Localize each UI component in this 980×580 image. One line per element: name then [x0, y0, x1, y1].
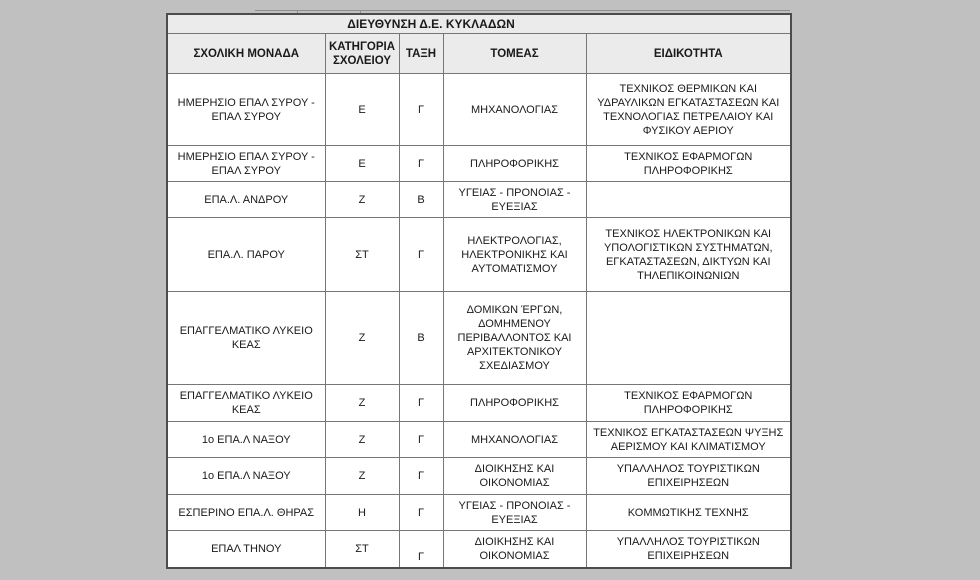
cell-specialty: ΤΕΧΝΙΚΟΣ ΕΦΑΡΜΟΓΩΝ ΠΛΗΡΟΦΟΡΙΚΗΣ	[586, 385, 791, 422]
table-row	[167, 218, 791, 292]
table-row	[167, 292, 791, 385]
cell-category: Ζ	[325, 458, 399, 495]
table-row	[167, 182, 791, 218]
column-header-specialty: ΕΙΔΙΚΟΤΗΤΑ	[586, 34, 791, 74]
cell-grade: Γ	[399, 495, 443, 531]
cell-grade: Γ	[399, 458, 443, 495]
cell-specialty: ΤΕΧΝΙΚΟΣ ΘΕΡΜΙΚΩΝ ΚΑΙ ΥΔΡΑΥΛΙΚΩΝ ΕΓΚΑΤΑΣΤΑΣΕΩΝ ΚΑΙ ΤΕΧΝΟΛΟΓΙΑΣ ΠΕΤΡΕΛΑΙΟΥ ΚΑΙ ΦΥΣΙΚΟΥ ΑΕΡΙΟΥ	[586, 74, 791, 146]
cell-sector: ΔΙΟΙΚΗΣΗΣ ΚΑΙ ΟΙΚΟΝΟΜΙΑΣ	[443, 458, 586, 495]
cell-grade: Γ	[399, 74, 443, 146]
cell-school-unit: ΗΜΕΡΗΣΙΟ ΕΠΑΛ ΣΥΡΟΥ - ΕΠΑΛ ΣΥΡΟΥ	[167, 146, 325, 182]
cell-school-unit: ΕΠΑΛ ΤΗΝΟΥ	[167, 531, 325, 568]
table-row	[167, 146, 791, 182]
table-title: ΔΙΕΥΘΥΝΣΗ Δ.Ε. ΚΥΚΛΑΔΩΝ	[167, 14, 791, 34]
column-header-sector: ΤΟΜΕΑΣ	[443, 34, 586, 74]
cell-sector: ΔΟΜΙΚΩΝ ΈΡΓΩΝ, ΔΟΜΗΜΕΝΟΥ ΠΕΡΙΒΑΛΛΟΝΤΟΣ ΚΑΙ ΑΡΧΙΤΕΚΤΟΝΙΚΟΥ ΣΧΕΔΙΑΣΜΟΥ	[443, 292, 586, 385]
cell-specialty: ΥΠΑΛΛΗΛΟΣ ΤΟΥΡΙΣΤΙΚΩΝ ΕΠΙΧΕΙΡΗΣΕΩΝ	[586, 531, 791, 568]
cell-grade: Γ	[399, 385, 443, 422]
cell-school-unit: ΕΠΑ.Λ. ΠΑΡΟΥ	[167, 218, 325, 292]
cell-specialty: ΥΠΑΛΛΗΛΟΣ ΤΟΥΡΙΣΤΙΚΩΝ ΕΠΙΧΕΙΡΗΣΕΩΝ	[586, 458, 791, 495]
table-row	[167, 74, 791, 146]
cell-specialty: ΤΕΧΝΙΚΟΣ ΕΓΚΑΤΑΣΤΑΣΕΩΝ ΨΥΞΗΣ ΑΕΡΙΣΜΟΥ ΚΑΙ ΚΛΙΜΑΤΙΣΜΟΥ	[586, 422, 791, 458]
cell-specialty: ΤΕΧΝΙΚΟΣ ΕΦΑΡΜΟΓΩΝ ΠΛΗΡΟΦΟΡΙΚΗΣ	[586, 146, 791, 182]
cell-specialty	[586, 292, 791, 385]
column-header-grade: ΤΑΞΗ	[399, 34, 443, 74]
cell-school-unit: 1ο ΕΠΑ.Λ ΝΑΞΟΥ	[167, 458, 325, 495]
cell-specialty	[586, 182, 791, 218]
cell-category: Ε	[325, 74, 399, 146]
table-row	[167, 495, 791, 531]
cell-category: Ζ	[325, 422, 399, 458]
cell-category: Ζ	[325, 292, 399, 385]
table-row	[167, 422, 791, 458]
cell-school-unit: ΕΠΑΓΓΕΛΜΑΤΙΚΟ ΛΥΚΕΙΟ ΚΕΑΣ	[167, 385, 325, 422]
cropped-row-artifact-line	[255, 10, 790, 11]
cell-grade: Γ	[399, 531, 443, 568]
cell-sector: ΜΗΧΑΝΟΛΟΓΙΑΣ	[443, 74, 586, 146]
column-header-category: ΚΑΤΗΓΟΡΙΑ ΣΧΟΛΕΙΟΥ	[325, 34, 399, 74]
cell-category: ΣΤ	[325, 531, 399, 568]
cell-sector: ΥΓΕΙΑΣ - ΠΡΟΝΟΙΑΣ - ΕΥΕΞΙΑΣ	[443, 495, 586, 531]
cell-school-unit: ΕΠΑΓΓΕΛΜΑΤΙΚΟ ΛΥΚΕΙΟ ΚΕΑΣ	[167, 292, 325, 385]
table-row	[167, 531, 791, 568]
cell-sector: ΠΛΗΡΟΦΟΡΙΚΗΣ	[443, 385, 586, 422]
cell-school-unit: ΕΠΑ.Λ. ΑΝΔΡΟΥ	[167, 182, 325, 218]
column-header-school-unit: ΣΧΟΛΙΚΗ ΜΟΝΑΔΑ	[167, 34, 325, 74]
cell-category: Ζ	[325, 385, 399, 422]
cell-school-unit: ΗΜΕΡΗΣΙΟ ΕΠΑΛ ΣΥΡΟΥ - ΕΠΑΛ ΣΥΡΟΥ	[167, 74, 325, 146]
cell-grade: Γ	[399, 218, 443, 292]
cell-specialty: ΚΟΜΜΩΤΙΚΗΣ ΤΕΧΝΗΣ	[586, 495, 791, 531]
cell-grade: Γ	[399, 422, 443, 458]
cell-category: Ζ	[325, 182, 399, 218]
cell-sector: ΜΗΧΑΝΟΛΟΓΙΑΣ	[443, 422, 586, 458]
cell-grade: Β	[399, 182, 443, 218]
table-row	[167, 385, 791, 422]
cell-grade: Γ	[399, 146, 443, 182]
schools-table	[166, 13, 792, 569]
cell-sector: ΔΙΟΙΚΗΣΗΣ ΚΑΙ ΟΙΚΟΝΟΜΙΑΣ	[443, 531, 586, 568]
table-title-row	[167, 14, 791, 34]
cell-school-unit: ΕΣΠΕΡΙΝΟ ΕΠΑ.Λ. ΘΗΡΑΣ	[167, 495, 325, 531]
table-header-row	[167, 34, 791, 74]
cell-category: Η	[325, 495, 399, 531]
cell-sector: ΥΓΕΙΑΣ - ΠΡΟΝΟΙΑΣ - ΕΥΕΞΙΑΣ	[443, 182, 586, 218]
cell-sector: ΠΛΗΡΟΦΟΡΙΚΗΣ	[443, 146, 586, 182]
cell-sector: ΗΛΕΚΤΡΟΛΟΓΙΑΣ, ΗΛΕΚΤΡΟΝΙΚΗΣ ΚΑΙ ΑΥΤΟΜΑΤΙΣΜΟΥ	[443, 218, 586, 292]
table-row	[167, 458, 791, 495]
cell-grade: Β	[399, 292, 443, 385]
cell-specialty: ΤΕΧΝΙΚΟΣ ΗΛΕΚΤΡΟΝΙΚΩΝ ΚΑΙ ΥΠΟΛΟΓΙΣΤΙΚΩΝ ΣΥΣΤΗΜΑΤΩΝ, ΕΓΚΑΤΑΣΤΑΣΕΩΝ, ΔΙΚΤΥΩΝ ΚΑΙ ΤΗΛΕΠΙΚΟΙΝΩΝΙΩΝ	[586, 218, 791, 292]
cell-school-unit: 1ο ΕΠΑ.Λ ΝΑΞΟΥ	[167, 422, 325, 458]
cell-category: Ε	[325, 146, 399, 182]
cell-category: ΣΤ	[325, 218, 399, 292]
